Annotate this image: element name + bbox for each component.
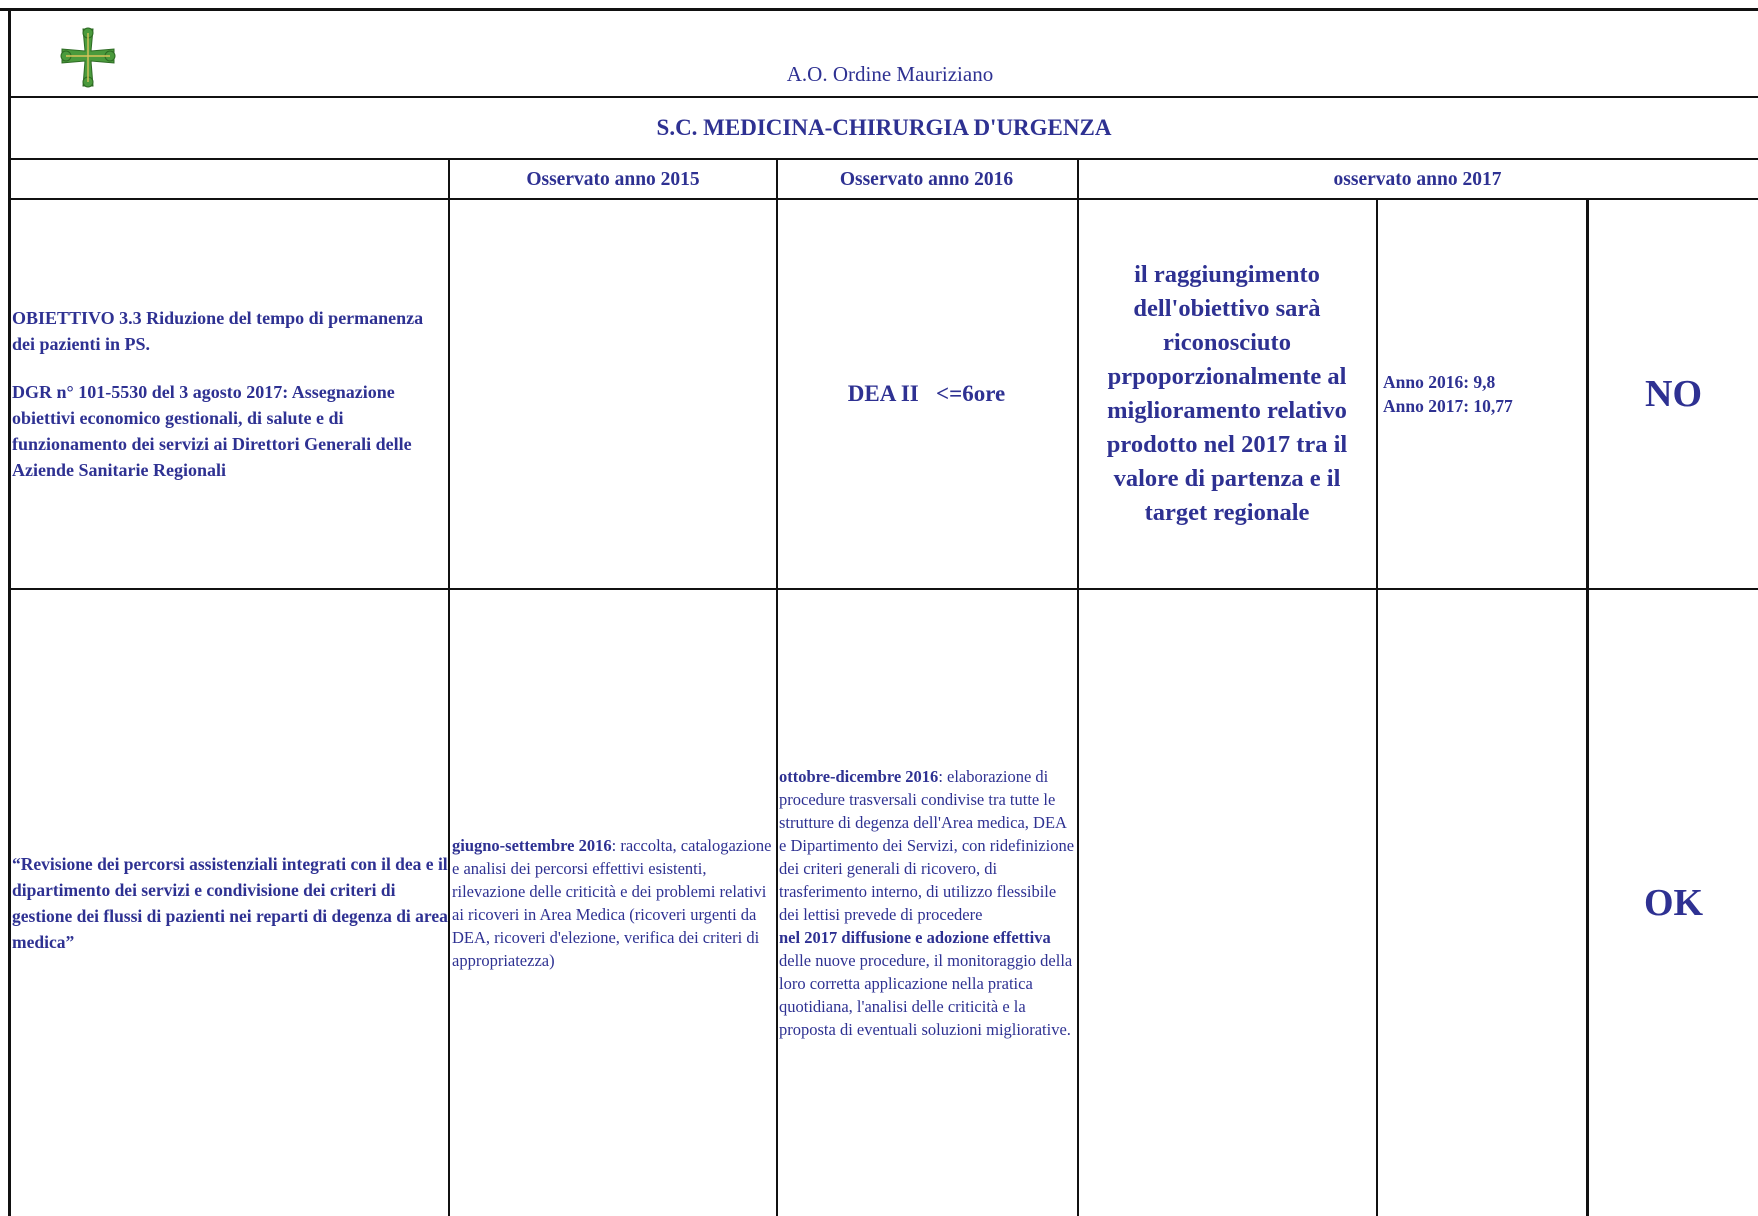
row2-obs-2015-text: : raccolta, catalogazione e analisi dei percorsi effettivi esistenti, rilevazione delle criticità e dei problemi relativi ai ricoveri in Area Medica (ricoveri urgenti da DEA, ricoveri d'elezione, verifica dei criteri di appropriatezza) <box>452 836 772 970</box>
row2-obs-2017 <box>1079 590 1375 1216</box>
grid-line <box>1077 158 1079 1216</box>
row2-values <box>1379 590 1585 1216</box>
row1-value-2016: Anno 2016: 9,8 <box>1383 372 1496 392</box>
grid-line <box>448 158 450 1216</box>
row2-obs-2015-cell <box>452 590 774 1216</box>
row2-obs-2016-cell <box>779 590 1075 1216</box>
row2-obs-2015-period: giugno-settembre 2016 <box>452 836 612 855</box>
row1-objective-cell <box>12 200 446 588</box>
grid-line <box>776 158 778 1216</box>
row1-value-2017: Anno 2017: 10,77 <box>1383 396 1513 416</box>
unit-title: S.C. MEDICINA-CHIRURGIA D'URGENZA <box>656 115 1112 140</box>
row1-result: NO <box>1645 373 1702 415</box>
row1-obs-2017: il raggiungimento dell'obiettivo sarà riconosciuto prpoporzionalmente al miglioramento relativo prodotto nel 2017 tra il valore di partenza e il target regionale <box>1106 261 1348 526</box>
grid-line <box>8 96 1758 98</box>
row2-obs-2016-adoption: nel 2017 diffusione e adozione effettiva <box>779 928 1051 947</box>
row1-values-cell <box>1379 200 1585 588</box>
column-header-2015: Osservato anno 2015 <box>526 169 700 190</box>
grid-line <box>8 198 1758 200</box>
column-header-2017: osservato anno 2017 <box>1333 169 1502 190</box>
grid-line <box>0 8 1758 11</box>
grid-line <box>8 588 1758 590</box>
row2-obs-2016-text1: : elaborazione di procedure trasversali condivise tra tutte le strutture di degenza dell'Area medica, DEA e Dipartimento dei Servizi, con ridefinizione dei criteri generali di ricovero, di trasferimento interno, di utilizzo flessibile dei lettisi prevede di procedere <box>779 767 1075 924</box>
row1-objective-dgr: DGR n° 101-5530 del 3 agosto 2017: Assegnazione obiettivi economico gestionali, di salute e di funzionamento dei servizi ai Direttori Generali delle Aziende Sanitarie Regionali <box>12 382 412 480</box>
org-name: A.O. Ordine Mauriziano <box>786 62 994 86</box>
row2-objective: “Revisione dei percorsi assistenziali integrati con il dea e il dipartimento dei servizi e condivisione dei criteri di gestione dei flussi di pazienti nei reparti di degenza di area medica” <box>12 854 448 952</box>
column-header-2016: Osservato anno 2016 <box>839 169 1014 190</box>
grid-line <box>1376 198 1378 1216</box>
row2-obs-2016-text2: delle nuove procedure, il monitoraggio della loro corretta applicazione nella pratica quotidiana, l'analisi delle criticità e la proposta di eventuali soluzioni migliorative. <box>779 951 1073 1039</box>
row2-result: OK <box>1643 882 1704 924</box>
mauriziano-cross-icon <box>58 25 118 90</box>
row1-obs-2015 <box>450 200 776 588</box>
row1-objective-title: OBIETTIVO 3.3 Riduzione del tempo di permanenza dei pazienti in PS. <box>12 308 424 354</box>
row2-obs-2016-period: ottobre-dicembre 2016 <box>779 767 939 786</box>
grid-line <box>8 158 1758 160</box>
grid-line <box>1586 198 1589 1216</box>
grid-line <box>8 8 11 1216</box>
row1-obs-2016: DEA II <=6ore <box>847 381 1006 406</box>
